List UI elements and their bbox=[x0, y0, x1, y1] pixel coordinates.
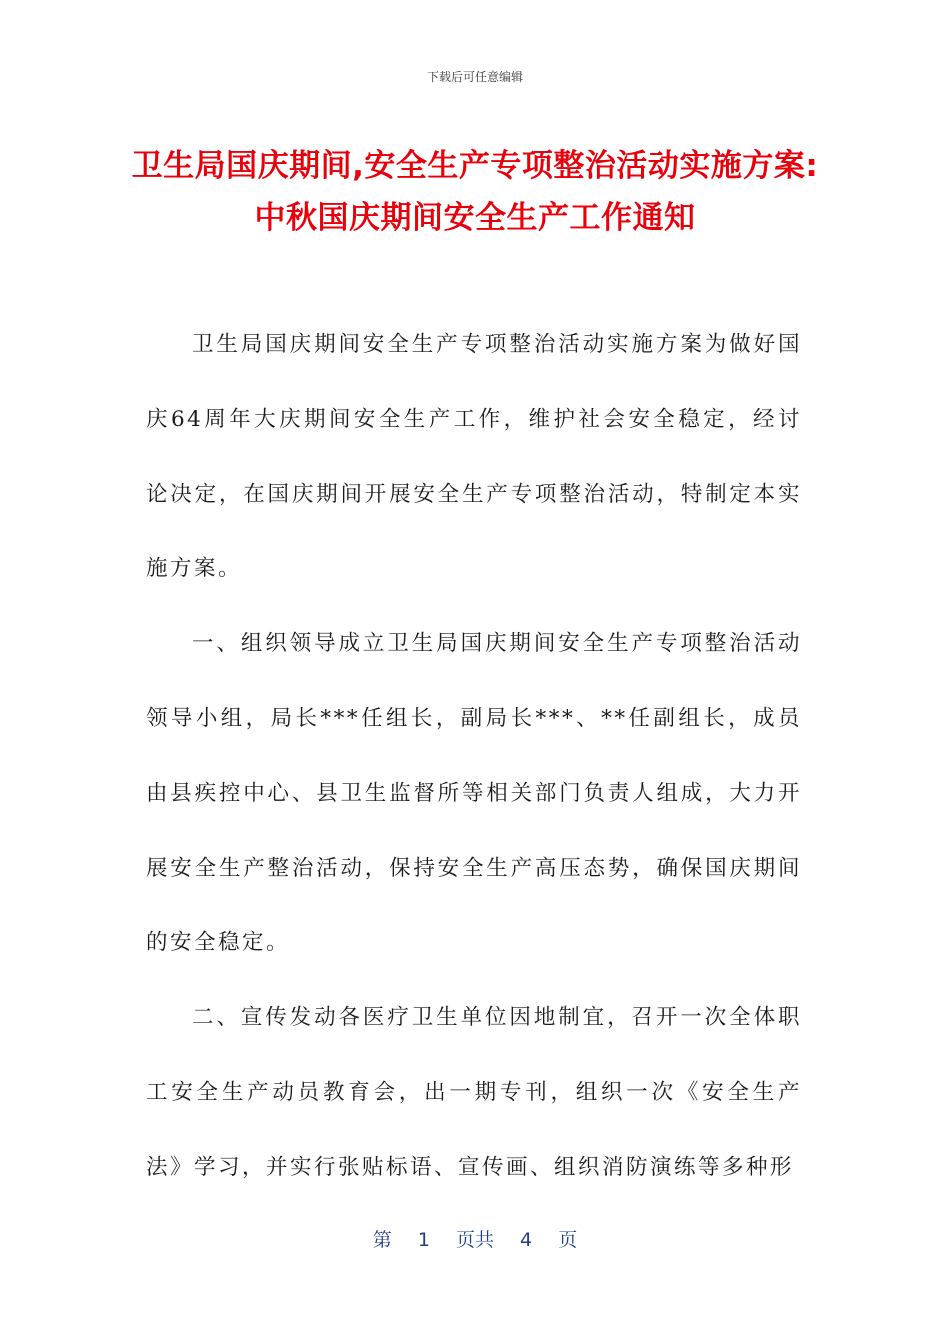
paragraph-intro: 卫生局国庆期间安全生产专项整治活动实施方案为做好国庆64周年大庆期间安全生产工作，维护社会安全稳定，经讨论决定，在国庆期间开展安全生产专项整治活动，特制定本实施方案。 bbox=[146, 332, 802, 582]
document-body bbox=[146, 308, 802, 1206]
footer-page-total: 4 bbox=[520, 1229, 533, 1251]
footer-prefix: 第 bbox=[372, 1229, 392, 1251]
footer-middle: 页共 bbox=[455, 1229, 494, 1251]
page-footer bbox=[0, 1225, 950, 1252]
paragraph-section-1: 一、组织领导成立卫生局国庆期间安全生产专项整治活动领导小组，局长***任组长，副局长***、**任副组长，成员由县疾控中心、县卫生监督所等相关部门负责人组成，大力开展安全生产整治活动，保持安全生产高压态势，确保国庆期间的安全稳定。 bbox=[146, 631, 802, 956]
paragraph-section-2: 二、宣传发动各医疗卫生单位因地制宜，召开一次全体职工安全生产动员教育会，出一期专刊，组织一次《安全生产法》学习，并实行张贴标语、宣传画、组织消防演练等多种形 bbox=[146, 1005, 802, 1180]
document-title: 卫生局国庆期间,安全生产专项整治活动实施方案:中秋国庆期间安全生产工作通知 bbox=[131, 148, 819, 236]
header-note: 下载后可任意编辑 bbox=[426, 70, 523, 84]
footer-suffix: 页 bbox=[558, 1229, 578, 1251]
footer-page-current: 1 bbox=[417, 1229, 430, 1251]
